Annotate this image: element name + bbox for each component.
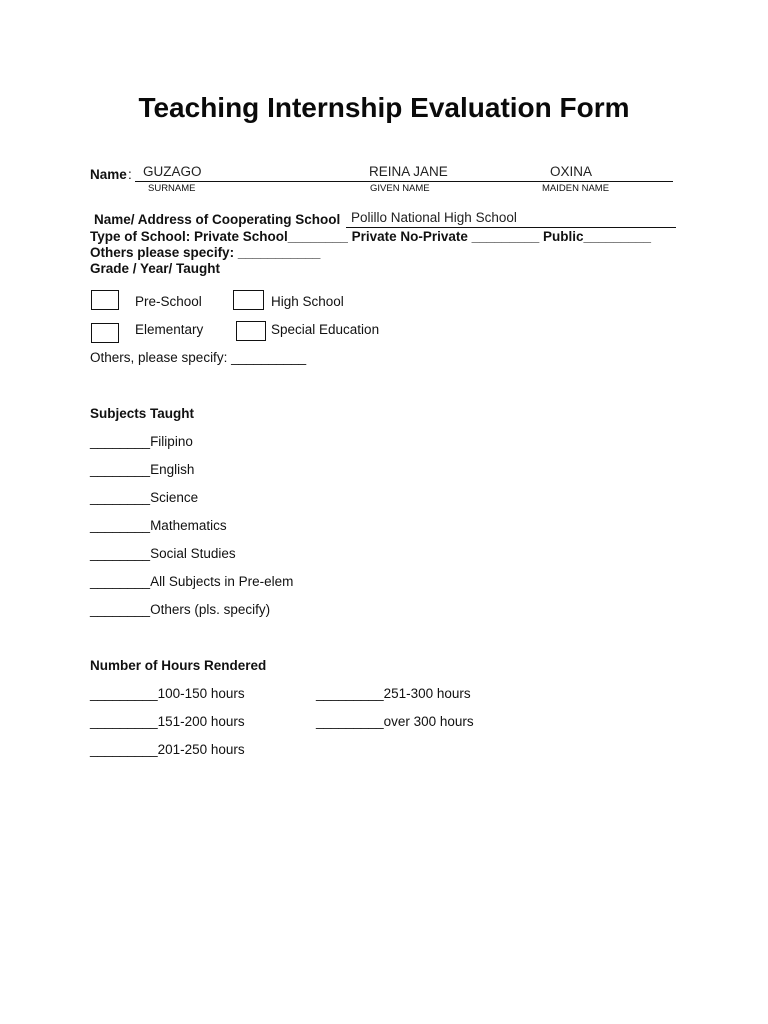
school-address-value[interactable]: Polillo National High School bbox=[351, 210, 517, 225]
given-name-caption: GIVEN NAME bbox=[370, 183, 430, 194]
form-title: Teaching Internship Evaluation Form bbox=[138, 92, 630, 123]
elementary-checkbox[interactable] bbox=[91, 323, 119, 343]
given-name-value[interactable]: REINA JANE bbox=[369, 164, 448, 179]
hours-option: _________201-250 hours bbox=[90, 742, 245, 757]
surname-value[interactable]: GUZAGO bbox=[143, 164, 202, 179]
maiden-name-value[interactable]: OXINA bbox=[550, 164, 593, 179]
hours-heading: Number of Hours Rendered bbox=[90, 658, 267, 673]
school-address-label: Name/ Address of Cooperating School bbox=[94, 212, 341, 227]
name-colon: : bbox=[128, 167, 132, 182]
preschool-label: Pre-School bbox=[135, 294, 202, 309]
maiden-name-caption: MAIDEN NAME bbox=[542, 183, 610, 194]
preschool-checkbox[interactable] bbox=[91, 290, 119, 310]
hours-option: _________100-150 hours bbox=[90, 686, 245, 701]
subject-item: ________All Subjects in Pre-elem bbox=[90, 574, 294, 589]
name-underline bbox=[135, 181, 673, 182]
subject-item: ________English bbox=[90, 462, 195, 477]
subject-item: ________Mathematics bbox=[90, 518, 227, 533]
school-type-line: Type of School: Private School________ Private No-Private _________ Public_________ bbox=[90, 229, 652, 244]
others-specify-line: Others please specify: ___________ bbox=[90, 245, 321, 260]
subject-item: ________Social Studies bbox=[90, 546, 236, 561]
subject-item: ________Science bbox=[90, 490, 199, 505]
surname-caption: SURNAME bbox=[148, 183, 196, 194]
elementary-label: Elementary bbox=[135, 322, 204, 337]
high-school-label: High School bbox=[271, 294, 344, 309]
others-grade-specify: Others, please specify: __________ bbox=[90, 350, 307, 365]
subject-item: ________Filipino bbox=[90, 434, 193, 449]
grade-year-taught-label: Grade / Year/ Taught bbox=[90, 261, 221, 276]
subjects-heading: Subjects Taught bbox=[90, 406, 195, 421]
subject-item: ________Others (pls. specify) bbox=[90, 602, 271, 617]
name-label: Name bbox=[90, 167, 127, 182]
special-education-checkbox[interactable] bbox=[236, 321, 266, 341]
hours-option: _________151-200 hours bbox=[90, 714, 245, 729]
hours-option: _________251-300 hours bbox=[316, 686, 471, 701]
high-school-checkbox[interactable] bbox=[233, 290, 264, 310]
special-education-label: Special Education bbox=[271, 322, 380, 337]
hours-option: _________over 300 hours bbox=[316, 714, 474, 729]
school-address-underline bbox=[346, 227, 676, 228]
